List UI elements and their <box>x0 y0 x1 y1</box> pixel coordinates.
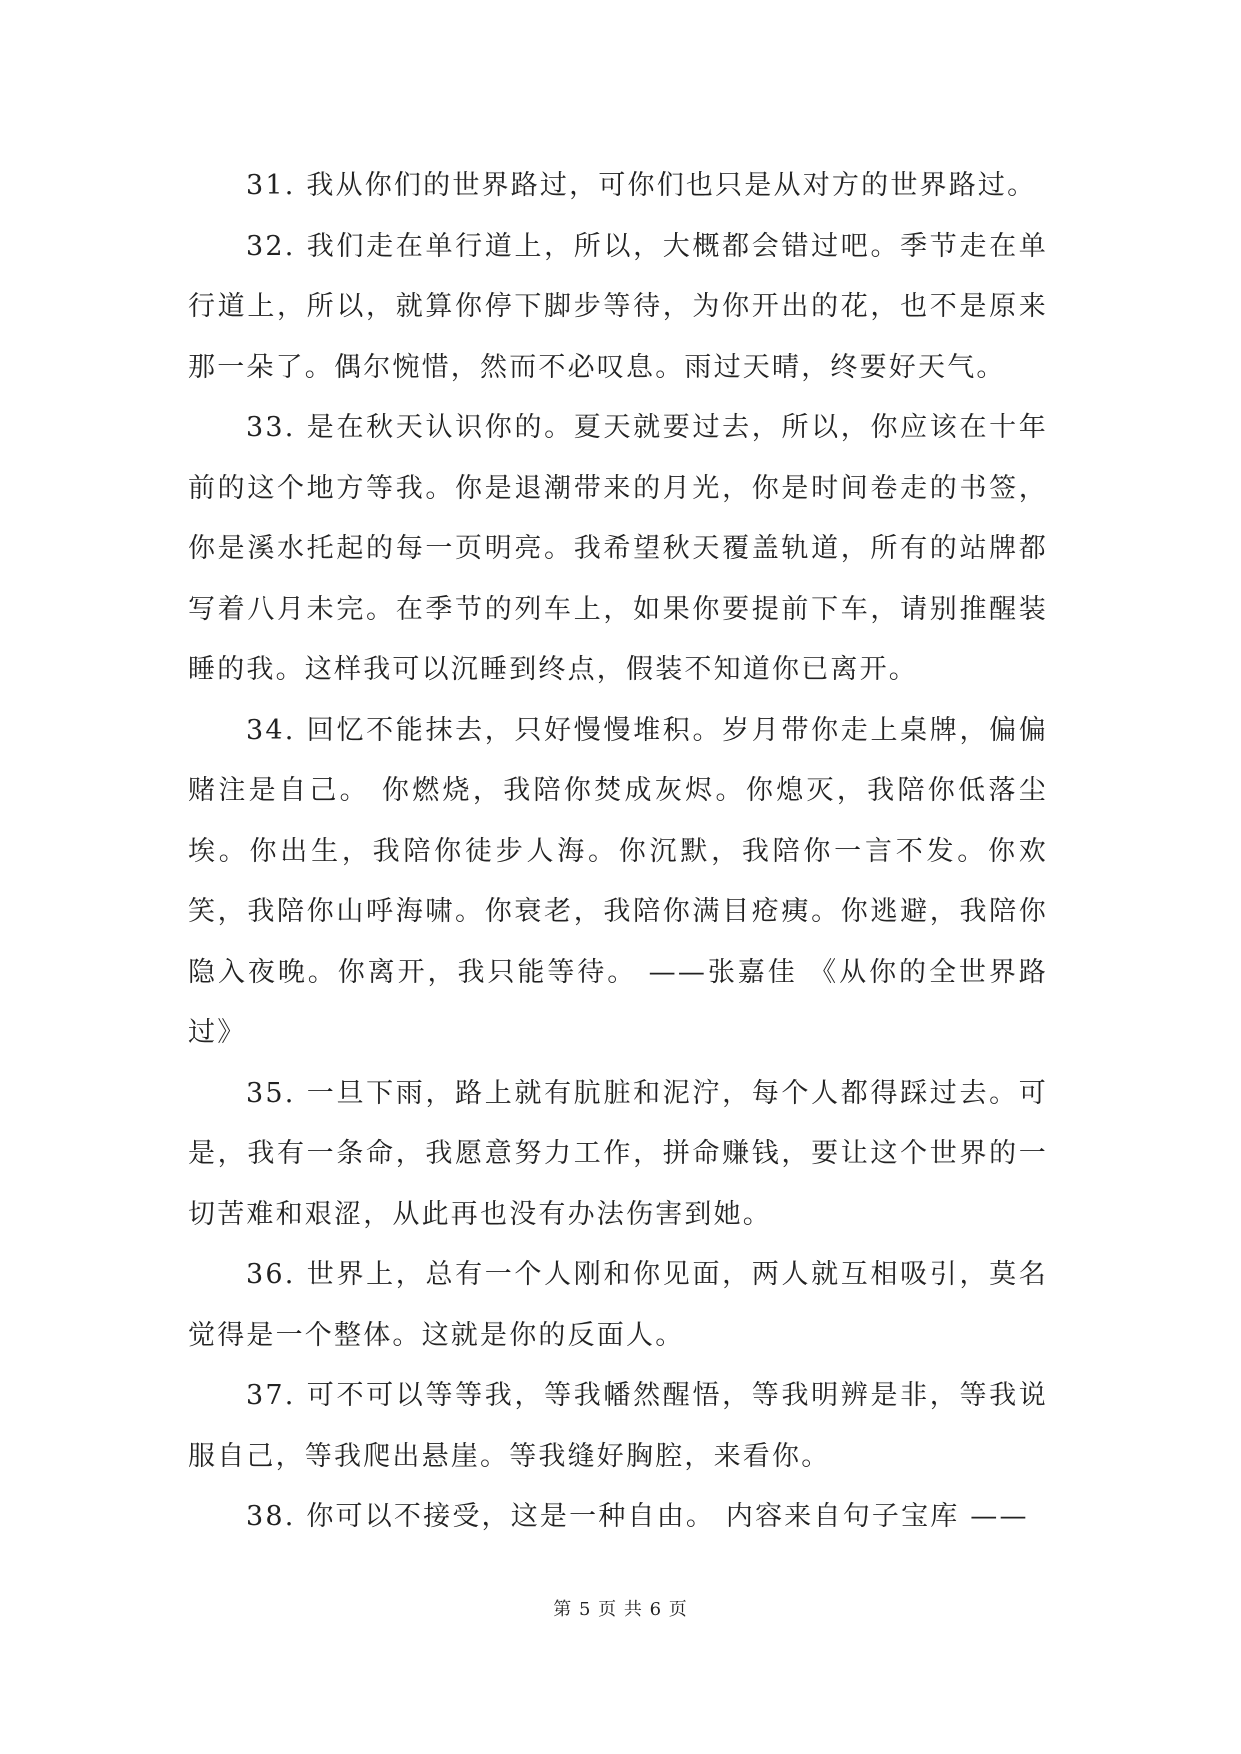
paragraph-36: 36. 世界上，总有一个人刚和你见面，两人就互相吸引，莫名觉得是一个整体。这就是你的反面人。 <box>188 1259 1048 1351</box>
paragraph-31: 31. 我从你们的世界路过，可你们也只是从对方的世界路过。 <box>246 170 1037 201</box>
document-body <box>188 156 1048 1548</box>
paragraph-34: 34. 回忆不能抹去，只好慢慢堆积。岁月带你走上桌牌，偏偏赌注是自己。 你燃烧，我陪你焚成灰烬。你熄灭，我陪你低落尘埃。你出生，我陪你徒步人海。你沉默，我陪你一言不发。你欢笑，我陪你山呼海啸。你衰老，我陪你满目疮痍。你逃避，我陪你隐入夜晚。你离开，我只能等待。 ——张嘉佳 《从你的全世界路过》 <box>188 714 1048 1048</box>
paragraph-32: 32. 我们走在单行道上，所以，大概都会错过吧。季节走在单行道上，所以，就算你停下脚步等待，为你开出的花，也不是原来那一朵了。偶尔惋惜，然而不必叹息。雨过天晴，终要好天气。 <box>188 230 1048 383</box>
paragraph-35: 35. 一旦下雨，路上就有肮脏和泥泞，每个人都得踩过去。可是，我有一条命，我愿意努力工作，拼命赚钱，要让这个世界的一切苦难和艰涩，从此再也没有办法伤害到她。 <box>188 1077 1048 1230</box>
paragraph-33: 33. 是在秋天认识你的。夏天就要过去，所以，你应该在十年前的这个地方等我。你是退潮带来的月光，你是时间卷走的书签，你是溪水托起的每一页明亮。我希望秋天覆盖轨道，所有的站牌都写着八月未完。在季节的列车上，如果你要提前下车，请别推醒装睡的我。这样我可以沉睡到终点，假装不知道你已离开。 <box>188 412 1048 685</box>
paragraph-37: 37. 可不可以等等我，等我幡然醒悟，等我明辨是非，等我说服自己，等我爬出悬崖。等我缝好胸腔，来看你。 <box>188 1380 1048 1472</box>
page-number-footer: 第 5 页 共 6 页 <box>553 1599 688 1620</box>
paragraph-38: 38. 你可以不接受，这是一种自由。 内容来自句子宝库 —— <box>246 1501 1029 1532</box>
